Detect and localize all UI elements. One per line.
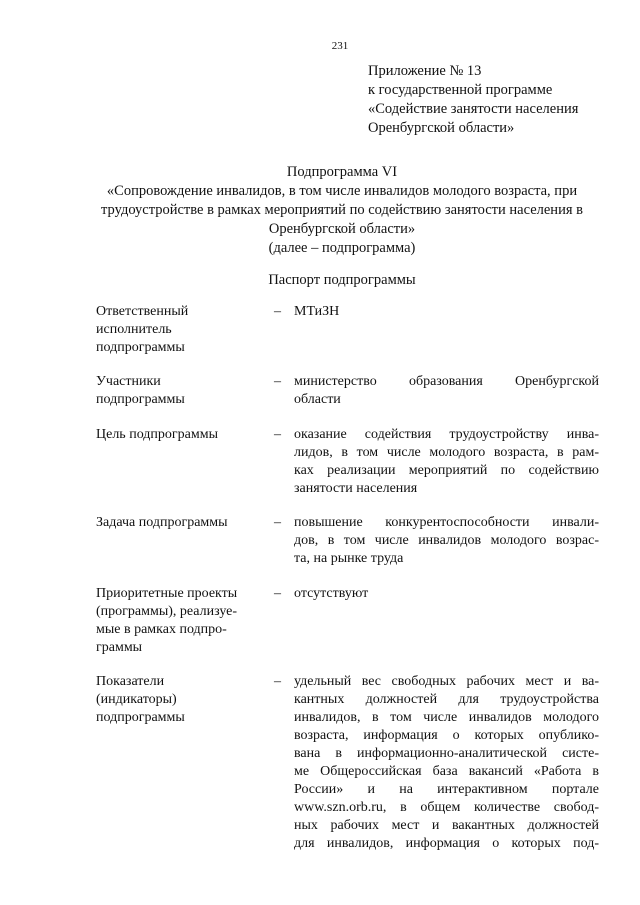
subprogram-title-line: «Сопровождение инвалидов, в том числе инвалидов молодого возраста, при [106,183,578,199]
appendix-line: Приложение № 13 [368,63,482,79]
row-label [96,585,262,657]
subprogram-title-line: трудоустройстве в рамках мероприятий по содействию занятости населения в [101,202,583,218]
row-value [294,585,599,603]
label-line: граммы [96,640,143,655]
value-line: www.szn.orb.ru, в общем количестве свобод- [294,800,599,815]
passport-title: Паспорт подпрограммы [268,272,416,288]
label-line: (индикаторы) [96,692,177,707]
dash-separator: – [274,374,281,389]
value-line: МТиЗН [294,304,340,319]
dash-separator: – [274,427,281,442]
value-line: отсутствуют [294,586,369,601]
row-value [294,426,599,498]
subprogram-heading [80,163,604,258]
label-line: Участники [96,374,161,389]
appendix-line: «Содействие занятости населения [368,101,579,117]
value-line: ках реализации мероприятий по содействию [294,463,599,478]
value-line: вана в информационно-аналитической систе- [294,746,599,761]
row-label [96,426,262,444]
row-value [294,673,599,853]
dash-separator: – [274,304,281,319]
label-line: (программы), реализуе- [96,604,238,619]
row-value [294,514,599,568]
label-line: подпрограммы [96,340,185,355]
value-line: удельный вес свободных рабочих мест и ва- [294,674,599,689]
value-line: ных рабочих мест и вакантных должностей [294,818,599,833]
dash-separator: – [274,515,281,530]
value-line: лидов, в том числе молодого возраста, в рам- [294,445,599,460]
value-line: та, на рынке труда [294,551,404,566]
label-line: подпрограммы [96,710,185,725]
row-label [96,514,262,532]
row-label [96,303,262,357]
row-value [294,303,599,321]
value-line: России» и на интерактивном портале [294,782,599,797]
dash-separator: – [274,586,281,601]
subprogram-title-line: Оренбургской области» [268,221,416,237]
value-line: инвалидов, в том числе инвалидов молодого [294,710,599,725]
value-line: области [294,392,341,407]
row-label [96,673,262,727]
value-line: повышение конкурентоспособности инвали- [294,515,599,530]
value-line: возраста, информация о которых опублико- [294,728,599,743]
value-line: кантных должностей для трудоустройства [294,692,599,707]
value-line: ме Общероссийская база вакансий «Работа в [294,764,599,779]
row-value [294,373,599,409]
label-line: исполнитель [96,322,172,337]
value-line: министерство образования Оренбургской [294,374,599,389]
label-line: мые в рамках подпро- [96,622,227,637]
appendix-header [368,62,628,138]
label-line: Задача подпрограммы [96,515,228,530]
value-line: дов, в том числе инвалидов молодого возрас- [294,533,599,548]
subprogram-note: (далее – подпрограмма) [268,240,416,256]
subprogram-number: Подпрограмма VI [286,164,398,180]
value-line: оказание содействия трудоустройству инва- [294,427,599,442]
label-line: Показатели [96,674,165,689]
appendix-line: к государственной программе [368,82,553,98]
label-line: Цель подпрограммы [96,427,218,442]
value-line: для инвалидов, информация о которых под- [294,836,599,851]
dash-separator: – [274,674,281,689]
label-line: Ответственный [96,304,189,319]
label-line: Приоритетные проекты [96,586,238,601]
row-label [96,373,262,409]
label-line: подпрограммы [96,392,185,407]
appendix-line: Оренбургской области» [368,120,515,136]
page-number: 231 [331,40,349,52]
value-line: занятости населения [294,481,418,496]
